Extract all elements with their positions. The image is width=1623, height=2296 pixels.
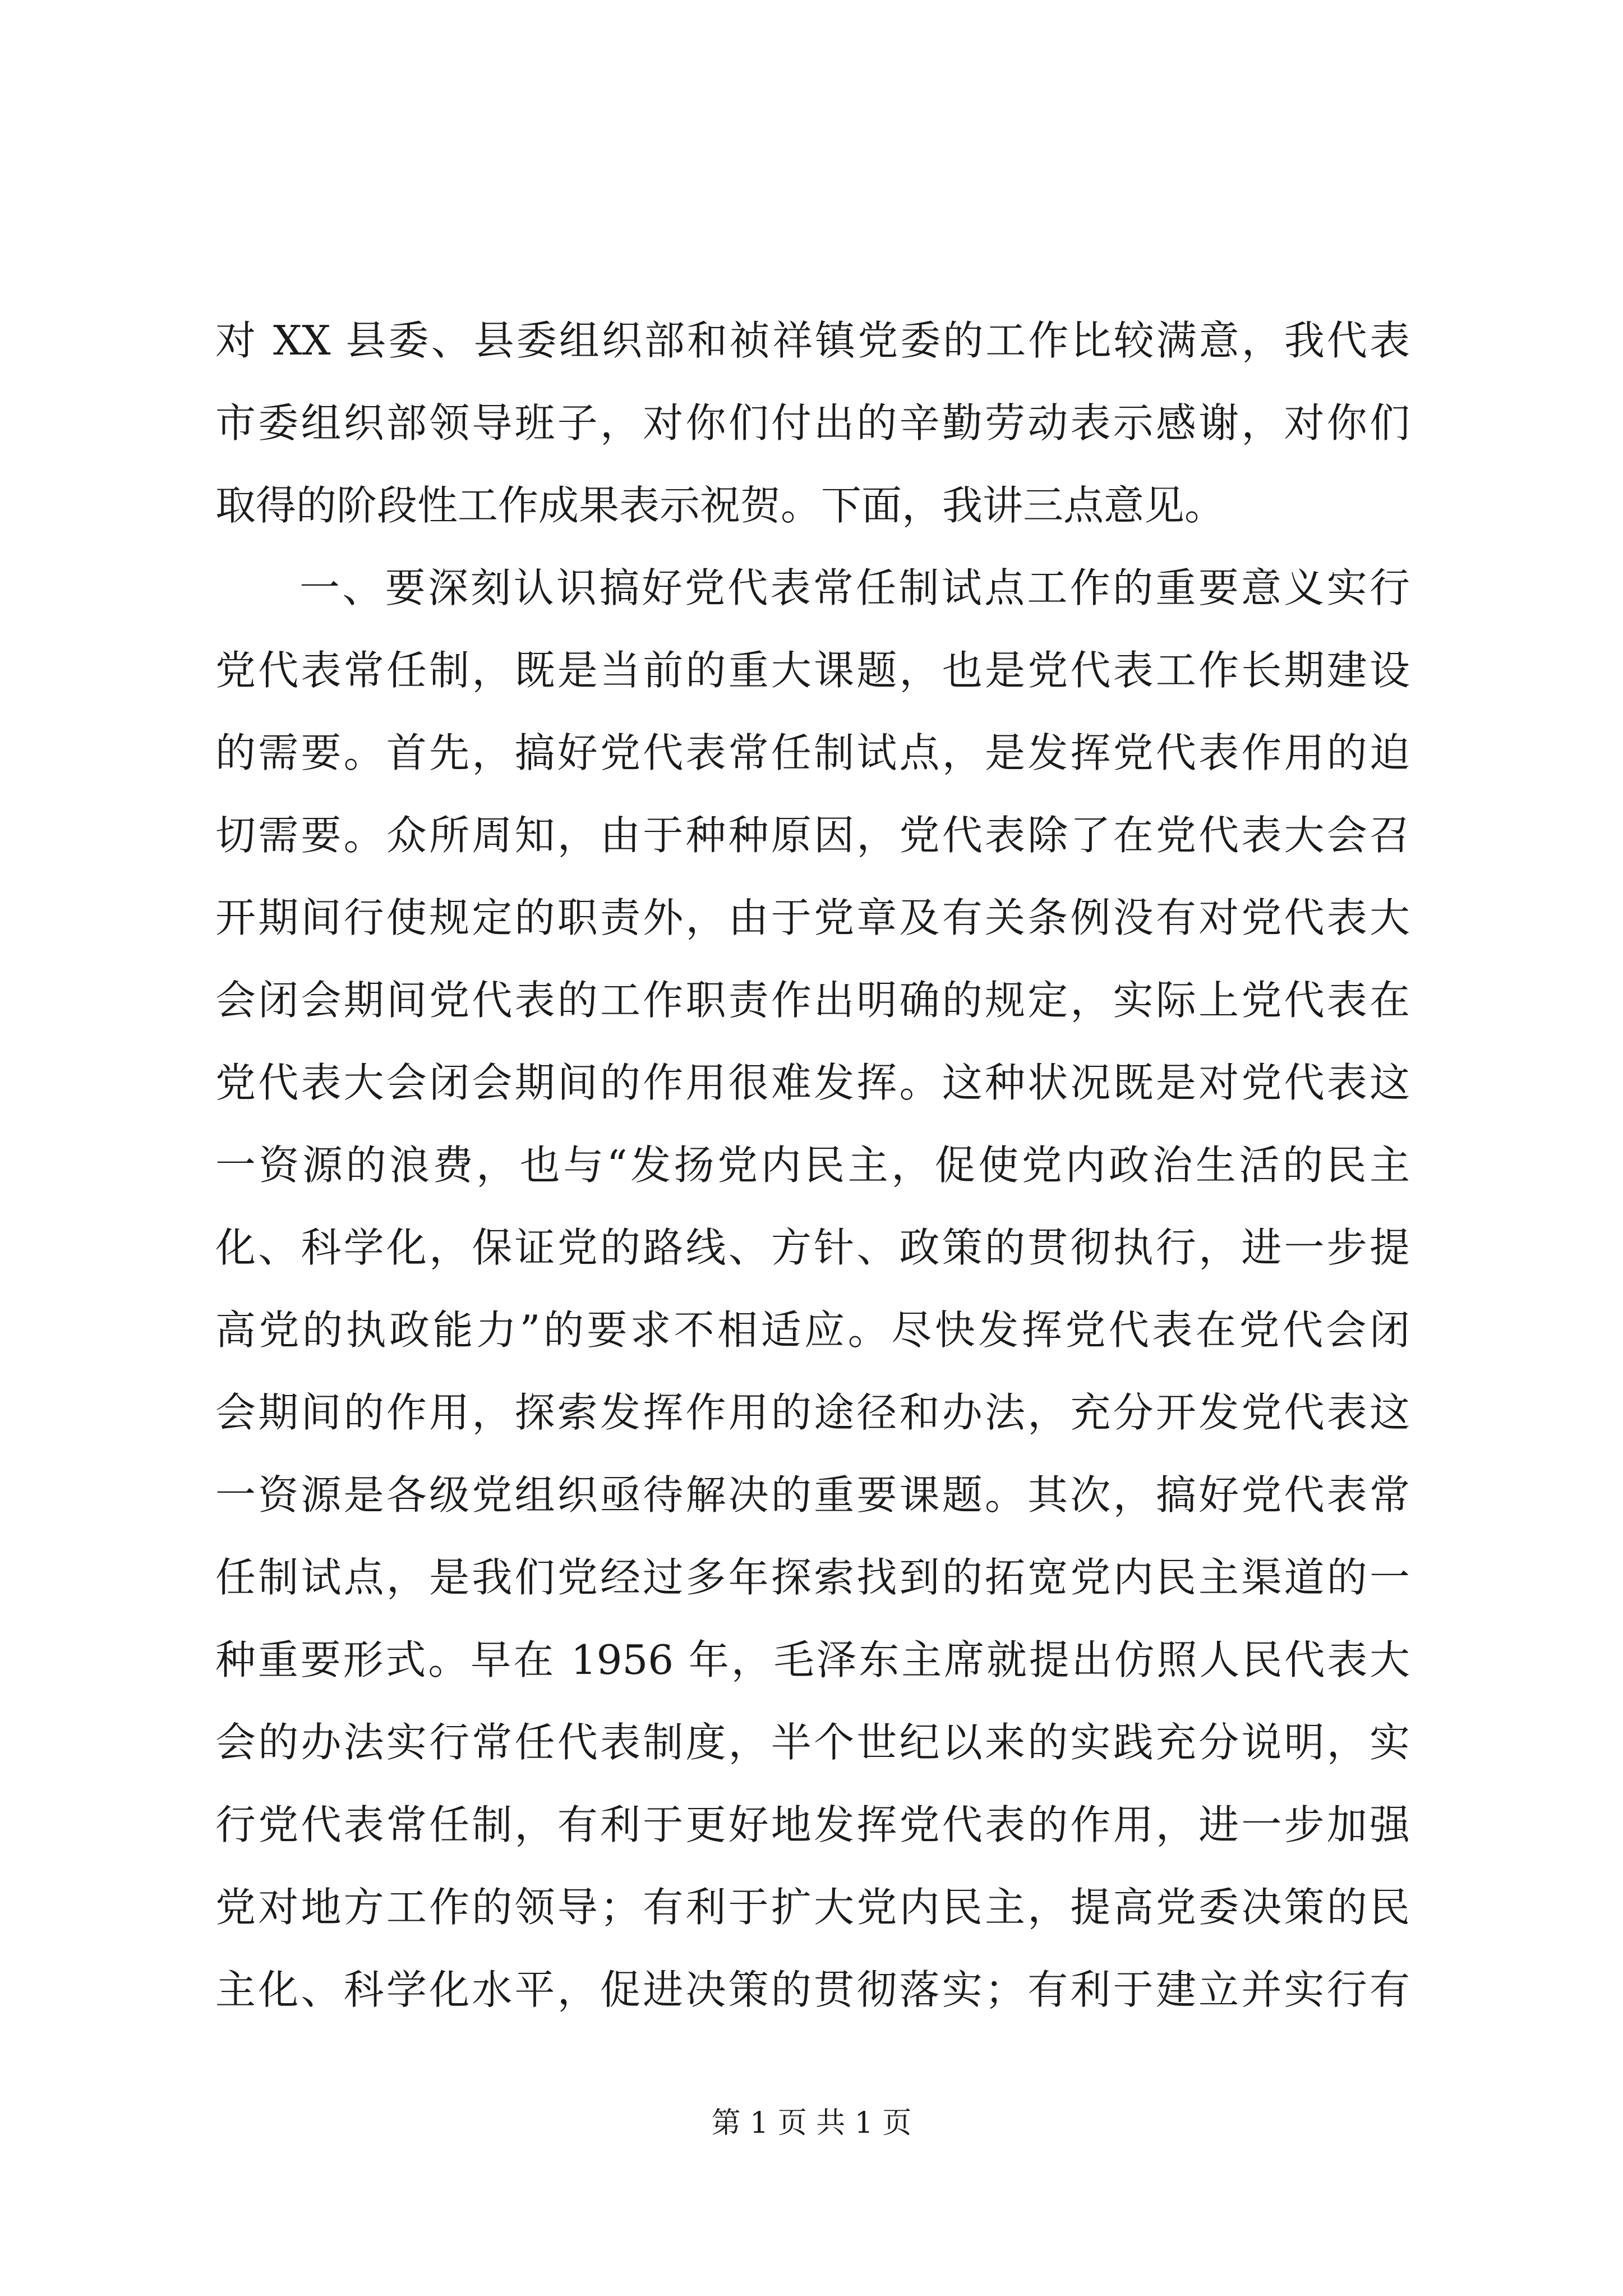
- text-line: 种重要形式。早在 1956 年，毛泽东主席就提出仿照人民代表大: [215, 1636, 1410, 1683]
- text-line: 高党的执政能力”的要求不相适应。尽快发挥党代表在党代会闭: [215, 1306, 1410, 1354]
- text-line: 取得的阶段性工作成果表示祝贺。下面，我讲三点意见。: [215, 482, 1225, 529]
- paragraph-2: [215, 547, 1410, 2031]
- text-line: 党对地方工作的领导；有利于扩大党内民主，提高党委决策的民: [215, 1884, 1410, 1931]
- text-line: 切需要。众所周知，由于种种原因，党代表除了在党代表大会召: [215, 812, 1410, 859]
- text-line: 行党代表常任制，有利于更好地发挥党代表的作用，进一步加强: [215, 1801, 1410, 1848]
- text-line: 党代表大会闭会期间的作用很难发挥。这种状况既是对党代表这: [215, 1059, 1410, 1106]
- text-line: 主化、科学化水平，促进决策的贯彻落实；有利于建立并实行有: [215, 1966, 1410, 2013]
- text-line: 会期间的作用，探索发挥作用的途径和办法，充分开发党代表这: [215, 1389, 1410, 1436]
- text-line: 化、科学化，保证党的路线、方针、政策的贯彻执行，进一步提: [215, 1224, 1410, 1271]
- text-line: 一、要深刻认识搞好党代表常任制试点工作的重要意义实行: [299, 564, 1410, 611]
- text-line: 对 XX 县委、县委组织部和祯祥镇党委的工作比较满意，我代表: [215, 317, 1410, 364]
- text-line: 一资源的浪费，也与“发扬党内民主，促使党内政治生活的民主: [215, 1142, 1410, 1189]
- text-line: 市委组织部领导班子，对你们付出的辛勤劳动表示感谢，对你们: [215, 399, 1410, 447]
- paragraph-1: [215, 300, 1410, 547]
- page-number-footer: 第 1 页 共 1 页: [711, 2106, 912, 2140]
- text-line: 党代表常任制，既是当前的重大课题，也是党代表工作长期建设: [215, 647, 1410, 694]
- document-body: [215, 300, 1410, 2031]
- text-line: 开期间行使规定的职责外，由于党章及有关条例没有对党代表大: [215, 894, 1410, 941]
- text-line: 任制试点，是我们党经过多年探索找到的拓宽党内民主渠道的一: [215, 1554, 1410, 1601]
- text-line: 的需要。首先，搞好党代表常任制试点，是发挥党代表作用的迫: [215, 729, 1410, 776]
- text-line: 会闭会期间党代表的工作职责作出明确的规定，实际上党代表在: [215, 977, 1410, 1024]
- text-line: 一资源是各级党组织亟待解决的重要课题。其次，搞好党代表常: [215, 1471, 1410, 1519]
- text-line: 会的办法实行常任代表制度，半个世纪以来的实践充分说明，实: [215, 1719, 1410, 1766]
